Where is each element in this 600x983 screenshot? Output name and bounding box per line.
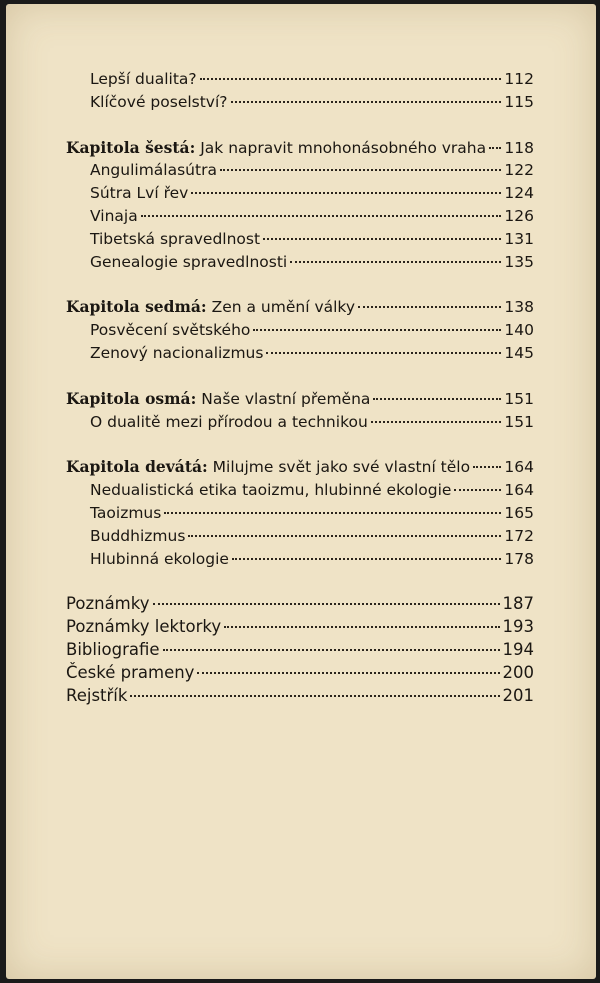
- dot-leader: [489, 147, 501, 149]
- toc-entry-title: [90, 479, 451, 502]
- toc-entry-title: [66, 456, 470, 479]
- toc-chapter-entry: [66, 388, 534, 411]
- page-number: 178: [504, 549, 534, 568]
- toc-entry-title: [90, 91, 228, 114]
- dot-leader: [153, 603, 500, 605]
- page-number: 164: [504, 458, 534, 477]
- dot-leader: [290, 261, 501, 263]
- page-number: 140: [504, 321, 534, 340]
- toc-chapter-entry: [66, 456, 534, 479]
- page-number: 135: [504, 252, 534, 271]
- page-number: 164: [504, 481, 534, 500]
- entry-text: Sútra Lví řev: [90, 184, 189, 203]
- dot-leader: [266, 352, 501, 354]
- dot-leader: [164, 512, 501, 514]
- entry-text: O dualitě mezi přírodou a technikou: [90, 412, 368, 431]
- entry-text: Tibetská spravedlnost: [90, 229, 261, 248]
- dot-leader: [371, 421, 502, 423]
- dot-leader: [200, 78, 502, 80]
- toc-group: [66, 593, 534, 707]
- toc-entry: [66, 319, 534, 342]
- page-number: 126: [504, 206, 534, 225]
- toc-chapter-entry: [66, 137, 534, 160]
- chapter-label: Kapitola devátá:: [66, 457, 208, 477]
- toc-entry-title: [90, 228, 260, 251]
- toc-group: [66, 137, 534, 274]
- toc-entry-title: [66, 593, 150, 616]
- entry-text: Rejstřík: [66, 685, 128, 705]
- toc-entry: [66, 502, 534, 525]
- entry-text: Klíčové poselství?: [90, 92, 228, 111]
- toc-entry-title: [66, 639, 160, 662]
- toc-entry-title: [66, 296, 355, 319]
- toc-entry: [66, 525, 534, 548]
- toc-entry-title: [66, 388, 370, 411]
- page-number: 124: [504, 184, 534, 203]
- dot-leader: [373, 398, 501, 400]
- dot-leader: [263, 238, 501, 240]
- page-number: 118: [504, 138, 534, 157]
- toc-entry-title: [90, 251, 287, 274]
- toc-entry-title: [90, 342, 263, 365]
- toc-entry: [66, 205, 534, 228]
- page-number: 131: [504, 229, 534, 248]
- entry-text: Posvěcení světského: [90, 321, 251, 340]
- toc-entry-title: [90, 548, 229, 571]
- toc-entry: [66, 228, 534, 251]
- entry-text: Nedualistická etika taoizmu, hlubinné ekologie: [90, 481, 452, 500]
- entry-text: Hlubinná ekologie: [90, 549, 229, 568]
- page-number: 115: [504, 92, 534, 111]
- entry-text: Naše vlastní přeměna: [196, 389, 371, 408]
- entry-text: Zenový nacionalizmus: [90, 343, 264, 362]
- entry-text: Zen a umění války: [206, 298, 356, 317]
- toc-entry-title: [90, 205, 138, 228]
- toc-entry: [66, 342, 534, 365]
- dot-leader: [454, 489, 501, 491]
- entry-text: Poznámky: [66, 594, 150, 614]
- dot-leader: [163, 649, 500, 651]
- dot-leader: [197, 672, 499, 674]
- toc-group: [66, 68, 534, 114]
- toc-entry-title: [90, 502, 161, 525]
- dot-leader: [220, 169, 501, 171]
- toc-entry: [66, 639, 534, 662]
- toc-entry-title: [66, 616, 221, 639]
- dot-leader: [224, 626, 499, 628]
- toc-entry-title: [66, 662, 194, 685]
- table-of-contents: [66, 68, 534, 730]
- toc-entry: [66, 548, 534, 571]
- toc-entry-title: [90, 68, 197, 91]
- page-number: 122: [504, 161, 534, 180]
- dot-leader: [141, 215, 502, 217]
- toc-entry: [66, 479, 534, 502]
- page-number: 200: [502, 662, 534, 682]
- page-number: 187: [502, 594, 534, 614]
- chapter-label: Kapitola sedmá:: [66, 297, 207, 317]
- entry-text: Jak napravit mnohonásobného vraha: [195, 138, 487, 157]
- page-number: 172: [504, 526, 534, 545]
- toc-entry-title: [66, 685, 127, 708]
- toc-entry: [66, 616, 534, 639]
- dot-leader: [191, 192, 501, 194]
- toc-entry: [66, 159, 534, 182]
- dot-leader: [130, 695, 499, 697]
- entry-text: Vinaja: [90, 206, 138, 225]
- toc-entry: [66, 182, 534, 205]
- page-number: 138: [504, 298, 534, 317]
- toc-entry: [66, 411, 534, 434]
- page-number: 145: [504, 343, 534, 362]
- entry-text: Genealogie spravedlnosti: [90, 252, 288, 271]
- toc-entry-title: [90, 525, 185, 548]
- toc-entry: [66, 251, 534, 274]
- page-number: 201: [502, 685, 534, 705]
- toc-chapter-entry: [66, 296, 534, 319]
- toc-group: [66, 296, 534, 364]
- entry-text: Poznámky lektorky: [66, 617, 222, 637]
- entry-text: České prameny: [66, 662, 195, 682]
- entry-text: Bibliografie: [66, 639, 160, 659]
- dot-leader: [188, 535, 501, 537]
- chapter-label: Kapitola osmá:: [66, 388, 197, 408]
- page-number: 165: [504, 503, 534, 522]
- toc-entry-title: [90, 411, 368, 434]
- page-number: 112: [504, 70, 534, 88]
- toc-group: [66, 388, 534, 434]
- page-number: 151: [504, 412, 534, 431]
- toc-group: [66, 456, 534, 570]
- entry-text: Taoizmus: [90, 503, 162, 522]
- chapter-label: Kapitola šestá:: [66, 137, 196, 157]
- entry-text: Lepší dualita?: [90, 70, 197, 88]
- dot-leader: [231, 101, 502, 103]
- toc-entry: [66, 68, 534, 91]
- toc-entry: [66, 593, 534, 616]
- toc-entry-title: [66, 137, 486, 160]
- dot-leader: [253, 329, 501, 331]
- entry-text: Angulimálasútra: [90, 161, 217, 180]
- page-number: 193: [502, 617, 534, 637]
- entry-text: Milujme svět jako své vlastní tělo: [207, 458, 471, 477]
- toc-entry-title: [90, 319, 250, 342]
- dot-leader: [358, 306, 501, 308]
- page-number: 194: [502, 639, 534, 659]
- book-page: [6, 4, 596, 979]
- dot-leader: [473, 466, 501, 468]
- toc-entry-title: [90, 182, 188, 205]
- dot-leader: [232, 558, 501, 560]
- toc-entry: [66, 91, 534, 114]
- entry-text: Buddhizmus: [90, 526, 186, 545]
- toc-entry: [66, 685, 534, 708]
- toc-entry-title: [90, 159, 217, 182]
- page-number: 151: [504, 389, 534, 408]
- toc-entry: [66, 662, 534, 685]
